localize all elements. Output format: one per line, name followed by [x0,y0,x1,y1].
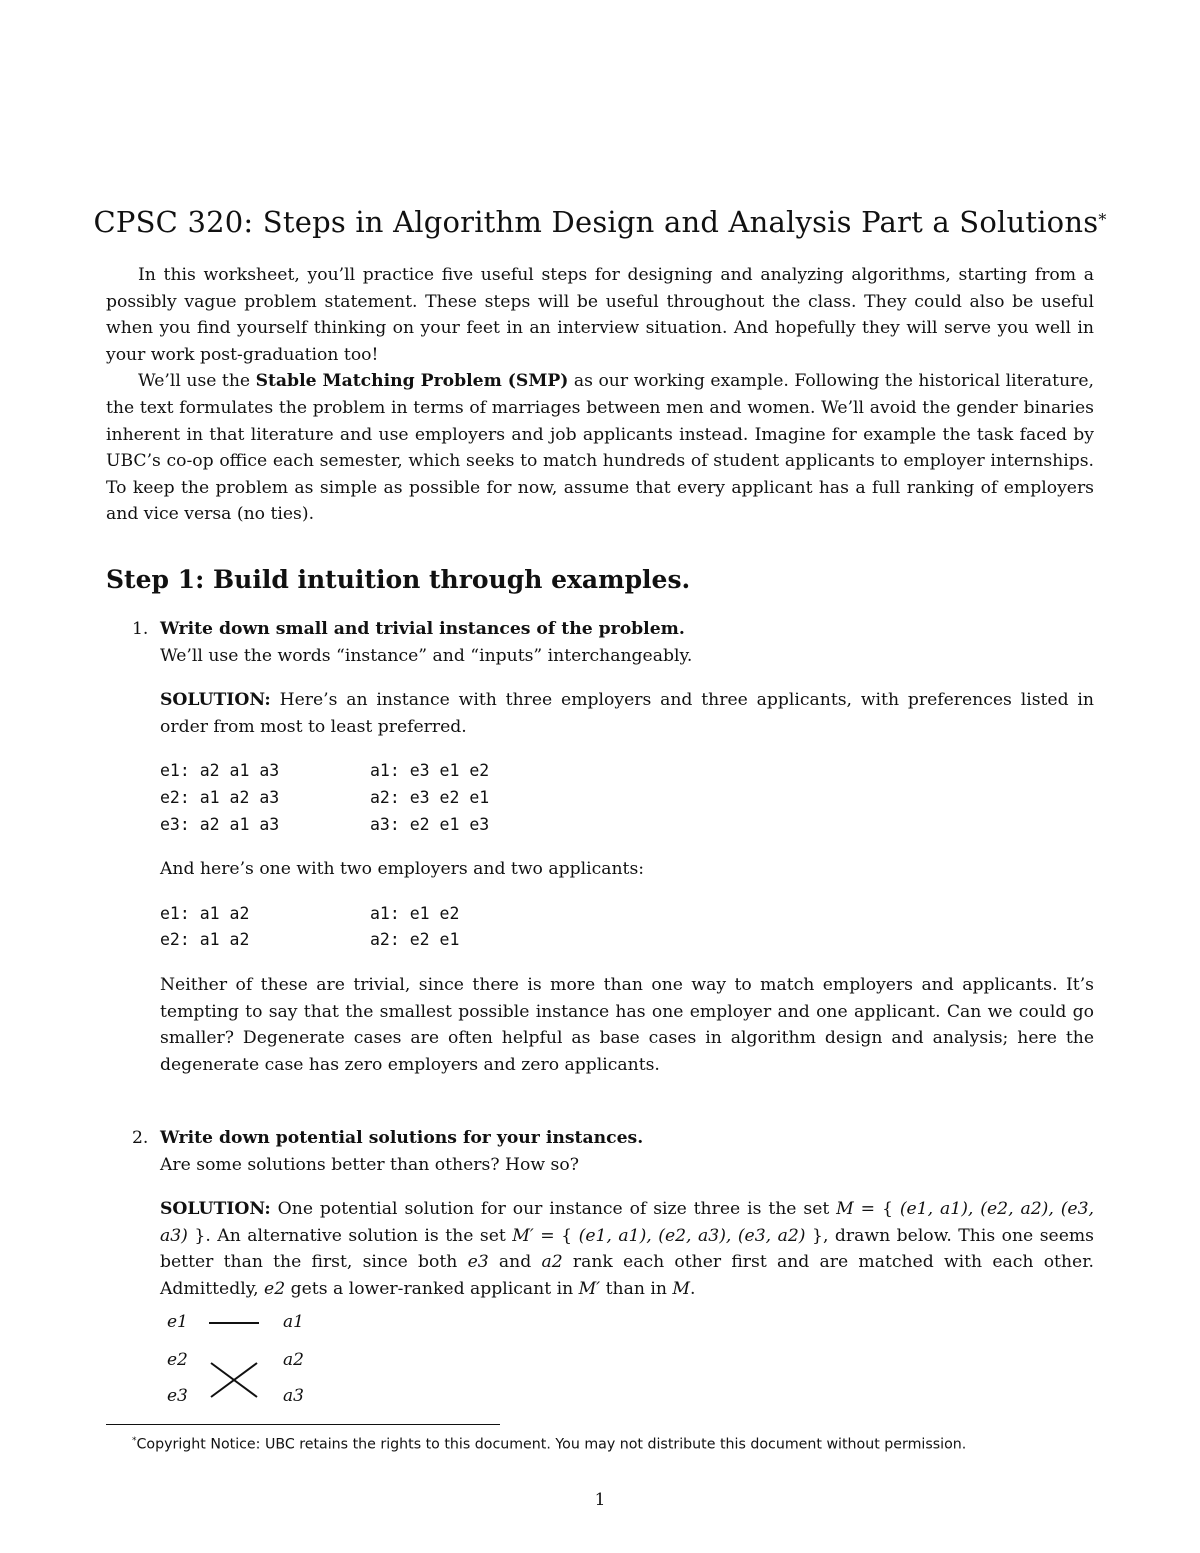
item-1-closing: Neither of these are trivial, since there is more than one way to match employers and applicants. It’s tempting to say that the smallest possible instance has one employer and one applicant. Can we could go smaller? Degenerate cases are often helpful as base cases in algorithm design and analysis; here the degenerate case has zero employers and zero applicants. [160,974,1094,1075]
page-number: 1 [594,1490,606,1510]
node-a3: a3 [283,1386,304,1406]
set-m-prime: (e1, a1), (e2, a3), (e3, a2) [578,1225,806,1246]
pref-line: a3: e2 e1 e3 [370,814,490,834]
pref-line: e2: a1 a2 a3 [160,787,280,807]
pref-line: e1: a2 a1 a3 [160,761,280,781]
smp-term: Stable Matching Problem (SMP) [255,371,569,392]
pref-line: e3: a2 a1 a3 [160,814,280,834]
node-e3: e3 [167,1386,188,1406]
footnote-divider [106,1424,500,1425]
intro-paragraph-2: We’ll use the Stable Matching Problem (SMP) as our working example. Following the historical literature, the text formulates the problem in terms of marriages between men and women. We’ll avoid the gender binaries inherent in that literature and use employers and job applicants instead. Imagine for example the task faced by UBC’s co-op office each semester, which seeks to match hundreds of student applicants to employer internships. To keep the problem as simple as possible for now, assume that every applicant has a full ranking of employers and vice versa (no ties). [106,371,1094,525]
instance-size-3 [160,758,1094,838]
node-a2: a2 [283,1350,304,1370]
node-e2: e2 [167,1350,188,1370]
pref-line: e1: a1 a2 [160,903,250,923]
instance-2-intro: And here’s one with two employers and two applicants: [160,859,645,880]
item-1-title: Write down small and trivial instances of the problem. [160,619,685,639]
pref-line: a2: e2 e1 [370,930,460,950]
list-item-1 [132,616,1094,1078]
item-1-solution: SOLUTION: Here’s an instance with three employers and three applicants, with preferences listed in order from most to least preferred. [160,690,1094,737]
item-2-subtitle: Are some solutions better than others? How so? [160,1154,579,1175]
matching-edges [163,1310,313,1410]
item-number: 1. [132,619,149,639]
pref-line: a2: e3 e2 e1 [370,787,490,807]
list-item-2 [132,1125,1094,1303]
intro-section [106,262,1094,528]
matching-diagram [163,1310,313,1410]
node-a1: a1 [283,1312,304,1332]
pref-line: e2: a1 a2 [160,930,250,950]
pref-line: a1: e3 e1 e2 [370,761,490,781]
item-number: 2. [132,1128,149,1148]
item-2-title: Write down potential solutions for your instances. [160,1128,644,1148]
pref-line: a1: e1 e2 [370,903,460,923]
title-footnote-mark: * [1098,210,1107,230]
item-2-solution: SOLUTION: One potential solution for our instance of size three is the set M = { (e1, a1), (e2, a2), (e3, a3) }. An alternative solution is the set M′ = { (e1, a1), (e2, a3), (e3, a2) }, drawn below. This one seems better than the first, since both e3 and a2 rank each other first and are matched with each other. Admittedly, e2 gets a lower-ranked applicant in M′ than in M. [160,1199,1094,1299]
item-1-subtitle: We’ll use the words “instance” and “inputs” interchangeably. [160,645,693,666]
page-title: CPSC 320: Steps in Algorithm Design and Analysis Part a Solutions* [93,205,1107,240]
footnote: *Copyright Notice: UBC retains the rights to this document. You may not distribute this document without permission. [132,1436,967,1453]
step-1-heading: Step 1: Build intuition through examples. [106,565,691,594]
node-e1: e1 [167,1312,188,1332]
set-m: (e1, a1), (e2, a2), (e3, a3) [160,1199,1094,1246]
intro-paragraph-1: In this worksheet, you’ll practice five useful steps for designing and analyzing algorithms, starting from a possibly vague problem statement. These steps will be useful throughout the class. They could also be useful when you find yourself thinking on your feet in an interview situation. And hopefully they will serve you well in your work post-graduation too! [106,265,1094,365]
instance-size-2 [160,901,1094,954]
